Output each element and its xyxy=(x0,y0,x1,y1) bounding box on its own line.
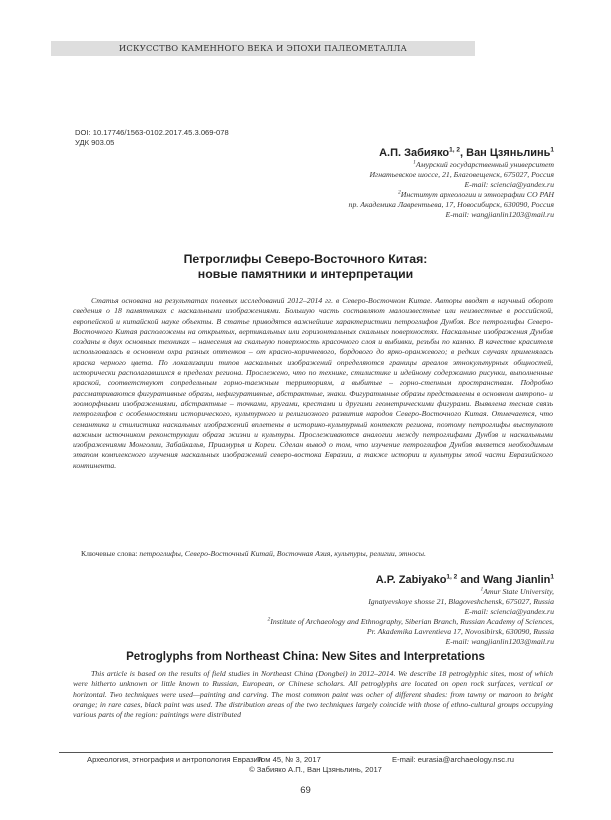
affiliation-sup: 2 xyxy=(397,189,401,196)
affiliation-1 xyxy=(174,587,554,617)
authors-block-ru xyxy=(174,146,554,220)
affiliation-org: Institute of Archaeology and Ethnography, Siberian Branch, Russian Academy of Sciences, xyxy=(270,617,554,626)
footer-divider xyxy=(59,752,553,753)
affiliation-address: пр. Академика Лаврентьева, 17, Новосибирск, 630090, Россия xyxy=(348,200,554,209)
affiliation-2 xyxy=(174,190,554,220)
page-number: 69 xyxy=(300,785,311,796)
author-2: Ван Цзяньлинь xyxy=(466,147,551,159)
authors-block-en xyxy=(174,573,554,647)
affiliation-1 xyxy=(174,160,554,190)
footer-copyright: © Забияко А.П., Ван Цзяньлинь, 2017 xyxy=(249,765,382,774)
affiliation-email[interactable]: E-mail: sciencia@yandex.ru xyxy=(464,607,554,616)
article-meta xyxy=(75,128,229,147)
affiliation-sup: 1 xyxy=(413,159,416,166)
keywords-ru xyxy=(73,549,553,559)
author-2-affil-sup: 1 xyxy=(550,573,554,581)
author-1-affil-sup: 1, 2 xyxy=(449,146,460,154)
running-header-text: ИСКУССТВО КАМЕННОГО ВЕКА И ЭПОХИ ПАЛЕОМЕТАЛЛА xyxy=(118,43,408,53)
affiliation-email[interactable]: E-mail: sciencia@yandex.ru xyxy=(464,180,554,189)
affiliation-address: Ignatyevskoye shosse 21, Blagoveshchensk, 675027, Russia xyxy=(368,597,554,606)
author-2-affil-sup: 1 xyxy=(550,146,554,154)
keywords-values: петроглифы, Северо-Восточный Китай, Восточная Азия, культуры, религии, этносы. xyxy=(139,549,426,558)
affiliation-sup: 2 xyxy=(267,616,271,623)
affiliation-address: Pr. Akademika Lavrentieva 17, Novosibirsk, 630090, Russia xyxy=(366,627,554,636)
affiliation-address: Игнатьевское шоссе, 21, Благовещенск, 675027, Россия xyxy=(369,170,554,179)
abstract-ru: Статья основана на результатах полевых исследований 2012–2014 гг. в Северо-Восточном Китае. Авторы вводят в научный оборот сведения о 18 памятниках с наскальными изображениями. Большую часть составляют малоизвестные или неизвестные в российской, европейской и китайской науке объекты. В статье приводятся важнейшие характеристики петроглифов Дунбэя. Все петроглифы Северо-Восточного Китая расположены на открытых, вертикальных или горизонтальных скальных поверхностях. Наскальные изображения Дунбэя созданы в двух основных техниках – нанесения на скальную поверхность красочного слоя и выбивки, резьбы по камню. В качестве красителя использовалась в основном охра разных оттенков – от красно-коричневого, бордового до ярко-оранжевого; в редких случаях применялась краска черного цвета. По локализации типов наскальных изображений определяются границы ареалов этнокультурных общностей, исторически располагавшихся в пределах региона. Прослежено, что по технике, стилистике и идейному содержанию рисунки, выполненные краской, соответствуют сопредельным горно-таежным территориям, а выбитые – горно-степным пространствам. Подробно рассматриваются фигуративные образы, нефигуративные, абстрактные, знаки. Фигуративные образы представлены в основном антропо- и зооморфными изображениями, абстрактные – точками, кругами, крестами и другими геометрическими фигурами. Выявлена тесная связь петроглифов с особенностями исторического, культурного и религиозного развития народов Северо-Восточного Китая. Отмечается, что семантика и стилистика наскальных изображений вплетены в историко-культурный контекст региона, поэтому петроглифы выступают важным источником реконструкции образа жизни и культуры. Прослеживаются аналогии между петроглифами Дунбэя и наскальными изображениями Монголии, Забайкалья, Приамурья и Кореи. Сделан вывод о том, что изучение петроглифов Дунбэя является необходимым этапом комплексного изучения наскальных изображений северо-востока Евразии, а также истории и культуры этой части Евразийского континента. xyxy=(73,296,553,470)
affiliation-2 xyxy=(174,617,554,647)
affiliation-org: Amur State University, xyxy=(483,587,554,596)
affiliation-org: Амурский государственный университет xyxy=(415,160,554,169)
running-header xyxy=(51,41,475,56)
page-footer xyxy=(0,755,611,775)
footer-journal-name: Археология, этнография и антропология Евразии xyxy=(87,755,263,764)
author-1: A.P. Zabiyako xyxy=(375,574,447,586)
keywords-label: Ключевые слова: xyxy=(81,549,140,558)
authors-ru xyxy=(174,146,554,160)
affiliation-email[interactable]: E-mail: wangjianlin1203@mail.ru xyxy=(445,637,554,646)
article-title-en: Petroglyphs from Northeast China: New Sites and Interpretations xyxy=(126,650,485,663)
doi: DOI: 10.17746/1563-0102.2017.45.3.069-078 xyxy=(75,128,229,137)
affiliation-sup: 1 xyxy=(480,586,484,593)
authors-en xyxy=(174,573,554,587)
author-2: Wang Jianlin xyxy=(482,574,551,586)
footer-volume: Том 45, № 3, 2017 xyxy=(257,755,321,764)
title-ru-line-2: новые памятники и интерпретации xyxy=(197,267,414,281)
footer-email[interactable]: E-mail: eurasia@archaeology.nsc.ru xyxy=(392,755,514,764)
title-ru-line-1: Петроглифы Северо-Восточного Китая: xyxy=(183,252,428,266)
author-1: А.П. Забияко xyxy=(379,147,450,159)
article-title-ru xyxy=(0,252,611,282)
author-separator: and xyxy=(457,574,483,586)
affiliation-org: Институт археологии и этнографии СО РАН xyxy=(400,190,554,199)
author-separator: , xyxy=(460,147,467,159)
abstract-en: This article is based on the results of field studies in Northeast China (Dongbei) in 2012–2014. We describe 18 petroglyphic sites, most of which were hitherto unknown or little known to Russian, European, or Chinese scholars. All petroglyphs are located on open rock surfaces, vertical or horizontal. Two techniques were used—painting and carving. The most common paint was ocher of different shades: from tawny or maroon to bright orange; in rare cases, black paint was used. The distribution areas of the two techniques largely coincide with those of ethno-cultural groups occupying various parts of the region: paintings were distributed xyxy=(73,669,553,720)
affiliation-email[interactable]: E-mail: wangjianlin1203@mail.ru xyxy=(445,210,554,219)
udk: УДК 903.05 xyxy=(75,137,115,147)
author-1-affil-sup: 1, 2 xyxy=(446,573,458,581)
